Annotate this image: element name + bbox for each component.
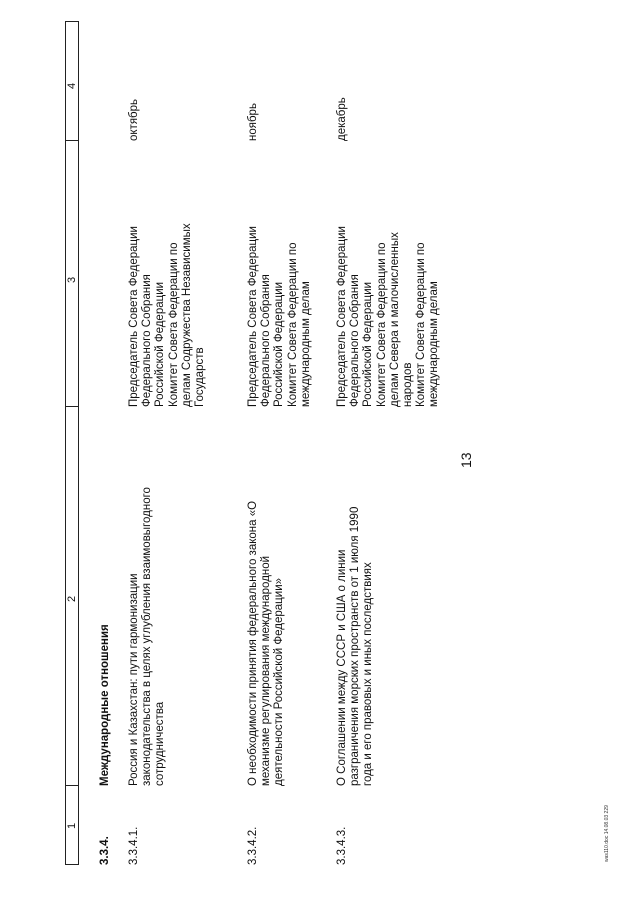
section-number: 3.3.4. <box>99 836 111 865</box>
row-3-responsible-line: народов <box>402 362 415 407</box>
file-stamp: was110.doc 14.08.03 229 <box>604 805 610 862</box>
row-1-responsible-line: делам Содружества Независимых <box>180 223 193 407</box>
header-divider-1 <box>65 785 78 786</box>
row-3-responsible-line: Российской Федерации <box>362 281 375 407</box>
row-2-responsible-line: Федерального Собрания <box>260 274 273 407</box>
row-3-responsible <box>336 226 442 407</box>
row-3-number: 3.3.4.3. <box>336 826 348 865</box>
header-left-border <box>65 864 78 865</box>
row-1-number: 3.3.4.1. <box>128 826 140 865</box>
row-1-responsible-line: Комитет Совета Федерации по <box>167 242 180 407</box>
row-2-responsible-line: Комитет Совета Федерации по <box>286 242 299 407</box>
column-number-3: 3 <box>66 276 78 283</box>
row-1-topic-line: сотрудничества <box>154 701 167 786</box>
row-2-topic <box>247 501 287 786</box>
row-3-month: декабрь <box>336 97 348 141</box>
row-1-responsible-line: Российской Федерации <box>154 281 167 407</box>
page-number: 13 <box>458 452 474 468</box>
row-2-topic-line: механизме регулирования международной <box>260 555 273 786</box>
header-divider-2 <box>65 406 78 407</box>
header-divider-3 <box>65 140 78 141</box>
column-number-1: 1 <box>66 822 78 829</box>
row-2-responsible-line: международным делам <box>299 281 312 407</box>
row-2-number: 3.3.4.2. <box>247 826 259 865</box>
row-3-topic-line: разграничения морских пространств от 1 июля 1990 <box>349 506 362 786</box>
row-3-responsible-line: делам Севера и малочисленных <box>388 232 401 407</box>
row-2-topic-line: О необходимости принятия федерального закона «О <box>247 500 259 786</box>
row-3-responsible-line: Федерального Собрания <box>349 274 362 407</box>
column-number-2: 2 <box>66 595 78 602</box>
row-3-responsible-line: международным делам <box>428 281 441 407</box>
row-2-responsible-line: Российской Федерации <box>273 281 286 407</box>
row-3-responsible-line: Комитет Совета Федерации по <box>415 242 428 407</box>
header-top-border <box>65 21 66 865</box>
section-title: Международные отношения <box>99 624 111 786</box>
row-2-topic-line: деятельности Российской Федерации» <box>273 577 286 786</box>
row-1-responsible-line: Федерального Собрания <box>141 274 154 407</box>
row-1-topic <box>128 487 168 786</box>
column-number-4: 4 <box>66 82 78 89</box>
row-2-responsible <box>247 226 313 407</box>
row-3-topic-line: года и его правовых и иных последствиях <box>362 562 375 786</box>
row-1-month: октябрь <box>128 98 140 141</box>
row-3-responsible-line: Комитет Совета Федерации по <box>375 242 388 407</box>
header-bottom-border <box>78 21 79 865</box>
row-1-responsible-line: Председатель Совета Федерации <box>128 226 140 407</box>
row-1-responsible-line: Государств <box>194 347 207 407</box>
row-2-month: ноябрь <box>247 103 259 141</box>
row-1-topic-line: Россия и Казахстан: пути гармонизации <box>128 573 140 786</box>
row-2-responsible-line: Председатель Совета Федерации <box>247 226 259 407</box>
row-3-responsible-line: Председатель Совета Федерации <box>336 226 348 407</box>
row-3-topic <box>336 507 376 786</box>
row-1-responsible <box>128 223 207 407</box>
row-3-topic-line: О Соглашении между СССР и США о линии <box>336 549 348 786</box>
row-1-topic-line: законодательства в целях углубления взаимовыгодного <box>141 487 154 786</box>
header-right-border <box>65 21 78 22</box>
